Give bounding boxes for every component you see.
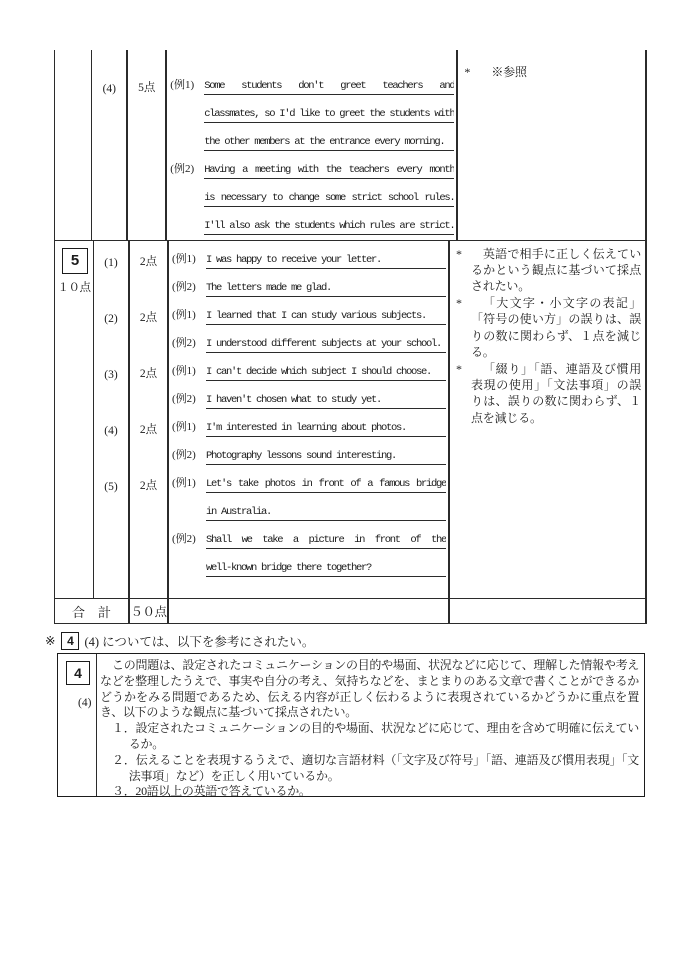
total-points: ５０点	[130, 599, 169, 623]
example-text: is necessary to change some strict school rules.	[204, 192, 454, 207]
question-number: (4)	[102, 83, 116, 95]
example-line	[172, 241, 448, 269]
note-item	[464, 64, 641, 80]
note-text: 「綴り」「語、連語及び慣用表現の使用」「文法事項」の誤りは、誤りの数に関わらず、１点を減じる。	[471, 361, 641, 425]
question-number: (5)	[104, 480, 118, 493]
points-cell	[130, 297, 169, 353]
question-number: (3)	[104, 368, 118, 381]
example-label: (例2)	[172, 280, 196, 293]
rubric-item: １．設定されたコミュニケーションの目的や場面、状況などに応じて、理由を含めて明確に伝えているか。	[112, 721, 639, 751]
example-text: I can't decide which subject I should choose.	[206, 366, 446, 381]
example-text: I was happy to receive your letter.	[206, 254, 446, 269]
examples-cell	[169, 409, 448, 465]
note-text: 「大文字・小文字の表記」「符号の使い方」の誤りは、誤りの数に関わらず、１点を減じる。	[471, 295, 641, 360]
example-text: well-known bridge there together?	[206, 562, 446, 577]
note-bullet: *	[464, 65, 471, 79]
footnote-text: (4) については、以下を参考にされたい。	[84, 635, 315, 649]
note-text: ※参照	[491, 65, 527, 79]
question-number-cell	[92, 50, 128, 240]
example-label: (例2)	[170, 163, 195, 175]
example-text: Some students don't greet teachers and	[204, 80, 454, 95]
points-cell	[130, 465, 169, 598]
example-text: I learned that I can study various subjects.	[206, 310, 446, 325]
total-row	[55, 599, 645, 623]
example-line	[172, 549, 448, 577]
example-text: Shall we take a picture in front of the	[206, 534, 446, 549]
example-line	[170, 207, 456, 235]
points-cell	[130, 353, 169, 409]
example-label: (例1)	[172, 252, 196, 265]
section5-row	[55, 241, 645, 599]
example-line	[170, 151, 456, 179]
note-text: 英語で相手に正しく伝えているかという観点に基づいて採点されたい。	[471, 246, 641, 294]
points-value: 2点	[139, 255, 158, 268]
question-number-cell	[94, 241, 130, 297]
example-text: classmates, so I'd like to greet the students with	[204, 108, 454, 123]
example-label: (例1)	[170, 79, 195, 91]
example-text: The letters made me glad.	[206, 282, 446, 297]
points-cell	[130, 409, 169, 465]
rubric-item: ２．伝えることを表現するうえで、適切な言語材料（「文字及び符号」「語、連語及び慣用表現」「文法事項」など）を正しく用いているか。	[112, 752, 639, 783]
example-label: (例1)	[172, 364, 196, 377]
example-line	[172, 465, 448, 493]
note-bullet: *	[456, 361, 462, 376]
example-label: (例1)	[172, 420, 196, 433]
prev-section-groups	[92, 50, 456, 240]
section5-notes-cell	[448, 241, 645, 598]
rubric-sub-number: (4)	[78, 697, 92, 709]
examples-cell	[169, 241, 448, 297]
example-line	[172, 409, 448, 437]
prev-section-notes-cell	[456, 50, 645, 240]
rubric-box-number: 4	[66, 661, 90, 685]
section5-total-points: １０点	[57, 281, 91, 294]
example-label: (例1)	[172, 308, 196, 321]
points-cell	[128, 50, 167, 240]
example-label: (例2)	[172, 448, 196, 461]
section5-label-cell	[55, 241, 94, 598]
example-label: (例2)	[172, 392, 196, 405]
prev-section-row	[55, 50, 645, 241]
example-text: I understood different subjects at your school.	[206, 338, 446, 353]
example-label	[170, 232, 204, 235]
example-label: (例2)	[172, 336, 196, 349]
example-label	[170, 204, 204, 207]
rubric-item: ３．20語以上の英語で答えているか。	[112, 784, 311, 799]
example-text: I haven't chosen what to study yet.	[206, 394, 446, 409]
examples-cell	[169, 465, 448, 598]
example-line	[172, 521, 448, 549]
examples-cell	[169, 297, 448, 353]
example-line	[170, 67, 456, 95]
example-label	[170, 120, 204, 123]
points-value: 2点	[139, 367, 158, 380]
section-label-cell-empty	[55, 50, 92, 240]
note-item	[456, 361, 641, 427]
example-text: Photography lessons sound interesting.	[206, 450, 446, 465]
points-cell	[130, 241, 169, 297]
points-value: 2点	[139, 423, 158, 436]
example-text: Having a meeting with the teachers every month	[204, 164, 454, 179]
example-label	[170, 148, 204, 151]
example-group	[92, 50, 456, 240]
example-group	[94, 353, 448, 409]
examples-cell	[167, 50, 456, 240]
example-group	[94, 241, 448, 297]
example-label	[172, 574, 206, 577]
total-label: 合 計	[55, 599, 130, 623]
rubric-intro: この問題は、設定されたコミュニケーションの目的や場面、状況などに応じて、理解した情報や考えなどを整理したうえで、事実や自分の考え、気持ちなどを、まとまりのある文章で書くことができるかどうかをみる問題であるため、伝える内容が正しく伝わるように表現されているかどうかに重点を置き、以下のような観点に基づいて採点されたい。	[100, 658, 639, 720]
example-line	[170, 123, 456, 151]
question-number: (4)	[104, 424, 118, 437]
rubric-box	[57, 653, 645, 797]
example-text: I'll also ask the students which rules are strict.	[204, 220, 454, 235]
note-item	[456, 246, 641, 295]
scoring-table	[54, 50, 647, 624]
rubric-body	[97, 654, 644, 799]
footnote-line	[45, 632, 314, 650]
question-number-cell	[94, 297, 130, 353]
points-value: 2点	[139, 479, 158, 492]
note-bullet: *	[456, 246, 462, 261]
note-item	[456, 295, 641, 361]
question-number-cell	[94, 409, 130, 465]
example-group	[94, 465, 448, 598]
section5-number-box: 5	[62, 248, 88, 274]
question-number: (2)	[104, 312, 118, 325]
example-line	[172, 437, 448, 465]
example-line	[172, 325, 448, 353]
examples-cell	[169, 353, 448, 409]
note-bullet: *	[456, 295, 462, 310]
example-label: (例1)	[172, 476, 196, 489]
section5-groups	[94, 241, 448, 598]
example-text: the other members at the entrance every morning.	[204, 136, 454, 151]
footnote-box-number: 4	[61, 632, 79, 650]
question-number-cell	[94, 353, 130, 409]
example-text: Let's take photos in front of a famous bridge	[206, 478, 446, 493]
example-line	[172, 297, 448, 325]
total-notes-cell-empty	[450, 599, 645, 623]
example-line	[172, 353, 448, 381]
points-value: 2点	[139, 311, 158, 324]
example-line	[172, 381, 448, 409]
example-line	[170, 95, 456, 123]
reference-marker: ※	[45, 634, 56, 648]
example-line	[172, 269, 448, 297]
example-line	[170, 179, 456, 207]
example-text: I'm interested in learning about photos.	[206, 422, 446, 437]
points-value: 5点	[138, 82, 156, 94]
example-line	[172, 493, 448, 521]
question-number: (1)	[104, 256, 118, 269]
example-text: in Australia.	[206, 506, 446, 521]
rubric-items	[100, 721, 639, 800]
example-label: (例2)	[172, 532, 196, 545]
rubric-label-cell	[58, 654, 97, 796]
example-label	[172, 518, 206, 521]
question-number-cell	[94, 465, 130, 598]
example-group	[94, 297, 448, 353]
example-group	[94, 409, 448, 465]
total-examples-cell-empty	[169, 599, 450, 623]
